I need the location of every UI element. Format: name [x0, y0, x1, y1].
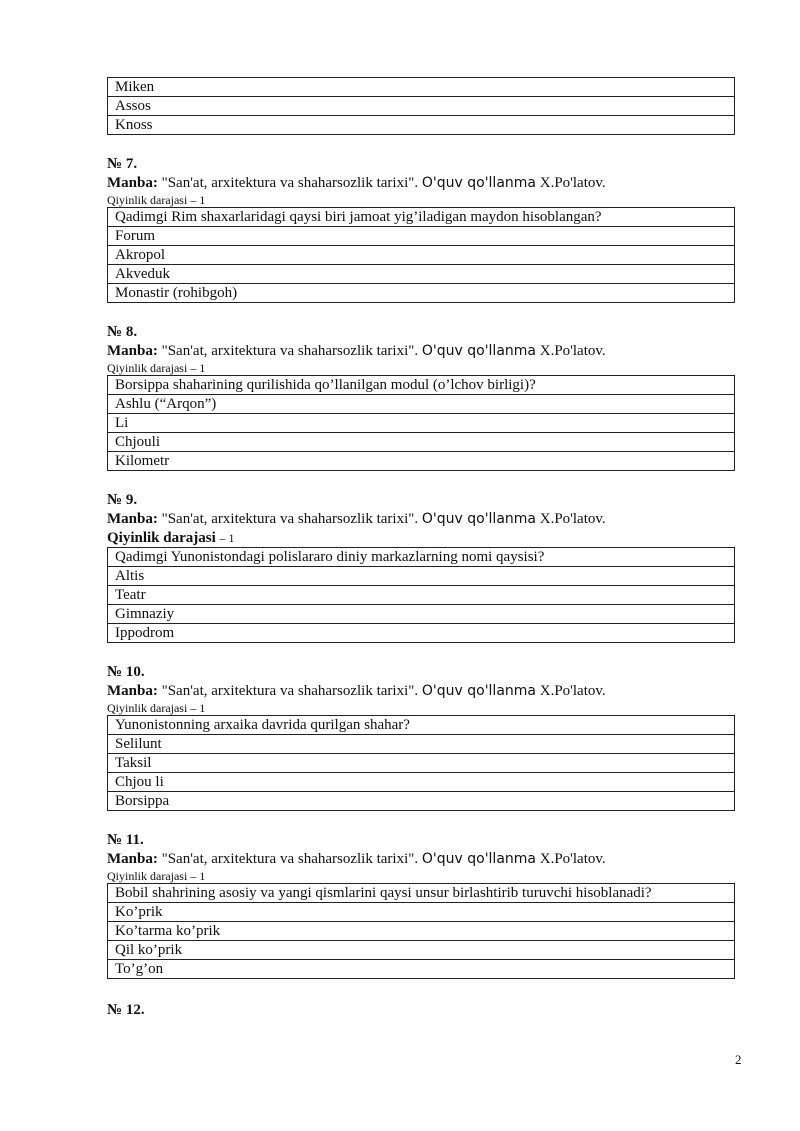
option-cell: To’g’on	[108, 960, 735, 979]
option-cell: Assos	[108, 97, 735, 116]
table-row	[108, 792, 735, 811]
document-page	[107, 77, 735, 1020]
option-cell: Teatr	[108, 586, 735, 605]
option-cell: Monastir (rohibgoh)	[108, 284, 735, 303]
question-number-12: № 12.	[107, 1002, 145, 1018]
question-block-8	[107, 323, 735, 471]
question-table	[107, 375, 735, 471]
table-row	[108, 227, 735, 246]
source-label: Manba:	[107, 511, 158, 527]
question-cell: Qadimgi Yunonistondagi polislararo diniy markazlarning nomi qaysisi?	[108, 548, 735, 567]
table-row	[108, 586, 735, 605]
answer-table-top	[107, 77, 735, 135]
option-cell: Qil ko’prik	[108, 941, 735, 960]
option-cell: Ippodrom	[108, 624, 735, 643]
option-cell: Kilometr	[108, 452, 735, 471]
table-row	[108, 567, 735, 586]
option-cell: Ashlu (“Arqon”)	[108, 395, 735, 414]
source-author: X.Po'latov.	[539, 851, 606, 867]
table-row	[108, 605, 735, 624]
option-cell: Selilunt	[108, 735, 735, 754]
source-type: O'quv qo'llanma	[421, 511, 536, 527]
option-cell: Akveduk	[108, 265, 735, 284]
source-title: "San'at, arxitektura va shaharsozlik tarixi".	[161, 851, 419, 867]
source-author: X.Po'latov.	[539, 343, 606, 359]
question-source	[107, 850, 735, 869]
source-type: O'quv qo'llanma	[421, 851, 536, 867]
table-row	[108, 922, 735, 941]
source-type: O'quv qo'llanma	[421, 343, 536, 359]
question-cell: Qadimgi Rim shaxarlaridagi qaysi biri jamoat yig’iladigan maydon hisoblangan?	[108, 208, 735, 227]
question-cell: Yunonistonning arxaika davrida qurilgan shahar?	[108, 716, 735, 735]
option-cell: Li	[108, 414, 735, 433]
table-row	[108, 960, 735, 979]
table-row	[108, 414, 735, 433]
question-source	[107, 174, 735, 193]
question-table	[107, 883, 735, 979]
source-title: "San'at, arxitektura va shaharsozlik tarixi".	[161, 511, 419, 527]
table-row	[108, 78, 735, 97]
table-row	[108, 773, 735, 792]
table-row	[108, 548, 735, 567]
question-block-10	[107, 663, 735, 811]
table-row	[108, 452, 735, 471]
source-type: O'quv qo'llanma	[421, 175, 536, 191]
question-source	[107, 510, 735, 529]
source-title: "San'at, arxitektura va shaharsozlik tarixi".	[161, 683, 419, 699]
source-label: Manba:	[107, 343, 158, 359]
difficulty-value: – 1	[219, 531, 235, 545]
source-title: "San'at, arxitektura va shaharsozlik tarixi".	[161, 175, 419, 191]
option-cell: Taksil	[108, 754, 735, 773]
table-row	[108, 716, 735, 735]
difficulty-level: Qiyinlik darajasi – 1	[107, 361, 206, 375]
question-table	[107, 547, 735, 643]
question-table	[107, 715, 735, 811]
table-row	[108, 395, 735, 414]
difficulty-level: Qiyinlik darajasi – 1	[107, 869, 206, 883]
question-number: № 9.	[107, 492, 138, 508]
table-row	[108, 903, 735, 922]
table-row	[108, 97, 735, 116]
source-type: O'quv qo'llanma	[421, 683, 536, 699]
table-row	[108, 754, 735, 773]
question-block-9	[107, 491, 735, 643]
question-table	[107, 207, 735, 303]
option-cell: Miken	[108, 78, 735, 97]
question-block-11	[107, 831, 735, 979]
difficulty-level	[107, 529, 735, 547]
option-cell: Gimnaziy	[108, 605, 735, 624]
question-cell: Bobil shahrining asosiy va yangi qismlarini qaysi unsur birlashtirib turuvchi hisoblanadi?	[108, 884, 735, 903]
table-row	[108, 265, 735, 284]
source-author: X.Po'latov.	[539, 175, 606, 191]
source-label: Manba:	[107, 851, 158, 867]
question-cell: Borsippa shaharining qurilishida qo’llanilgan modul (o’lchov birligi)?	[108, 376, 735, 395]
table-row	[108, 284, 735, 303]
option-cell: Chjou li	[108, 773, 735, 792]
table-row	[108, 116, 735, 135]
difficulty-level: Qiyinlik darajasi – 1	[107, 701, 206, 715]
question-number: № 10.	[107, 664, 145, 680]
question-number: № 11.	[107, 832, 144, 848]
question-source	[107, 682, 735, 701]
option-cell: Knoss	[108, 116, 735, 135]
question-number: № 7.	[107, 156, 138, 172]
table-row	[108, 246, 735, 265]
table-row	[108, 376, 735, 395]
question-number: № 8.	[107, 324, 138, 340]
option-cell: Ko’tarma ko’prik	[108, 922, 735, 941]
table-row	[108, 433, 735, 452]
page-number: 2	[735, 1052, 742, 1067]
option-cell: Borsippa	[108, 792, 735, 811]
option-cell: Ko’prik	[108, 903, 735, 922]
table-row	[108, 735, 735, 754]
source-label: Manba:	[107, 175, 158, 191]
table-row	[108, 208, 735, 227]
table-row	[108, 884, 735, 903]
difficulty-level: Qiyinlik darajasi – 1	[107, 193, 206, 207]
difficulty-label: Qiyinlik darajasi	[107, 530, 216, 546]
source-title: "San'at, arxitektura va shaharsozlik tarixi".	[161, 343, 419, 359]
option-cell: Chjouli	[108, 433, 735, 452]
table-row	[108, 624, 735, 643]
question-source	[107, 342, 735, 361]
source-label: Manba:	[107, 683, 158, 699]
option-cell: Altis	[108, 567, 735, 586]
source-author: X.Po'latov.	[539, 511, 606, 527]
source-author: X.Po'latov.	[539, 683, 606, 699]
table-row	[108, 941, 735, 960]
question-block-7	[107, 155, 735, 303]
option-cell: Akropol	[108, 246, 735, 265]
option-cell: Forum	[108, 227, 735, 246]
